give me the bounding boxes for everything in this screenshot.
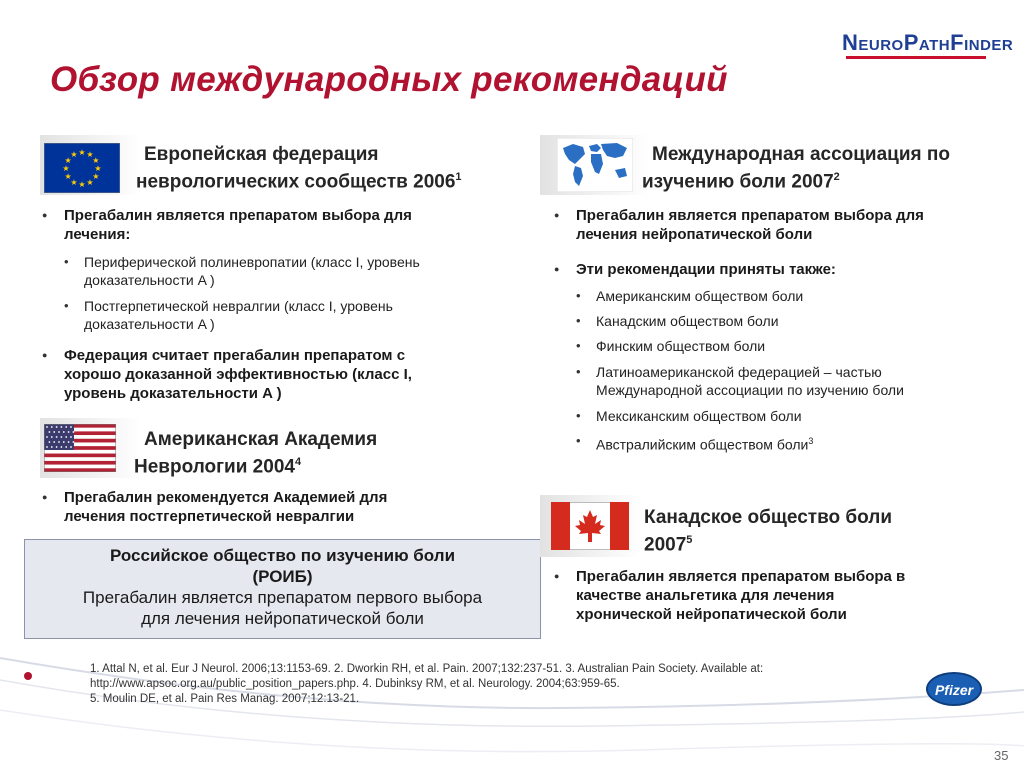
eu-star: ★ <box>70 150 78 160</box>
iasp-sub-6-text: Австралийским обществом боли <box>596 436 809 453</box>
eu-star: ★ <box>70 177 78 187</box>
us-flag-star <box>63 441 65 443</box>
us-flag-stripe <box>44 461 116 465</box>
us-flag-star <box>70 446 72 448</box>
iasp-sub-5: • Мексиканским обществом боли <box>596 407 1016 425</box>
aan-bullet-1-line1: ● Прегабалин рекомендуется Академией для <box>64 489 388 506</box>
efns-bullet-2 <box>64 346 514 403</box>
iasp-bullet-1-line1: ● Прегабалин является препаратом выбора для <box>576 207 924 224</box>
us-flag-star <box>70 436 72 438</box>
efns-sub-1-line2: доказательности A ) <box>84 272 215 288</box>
iasp-bullet-1 <box>576 206 1016 244</box>
eu-star: ★ <box>92 172 100 181</box>
us-flag-star <box>73 431 75 433</box>
us-flag-star <box>56 436 58 438</box>
us-flag-star <box>56 426 58 428</box>
efns-header-sup: 1 <box>455 171 462 183</box>
iasp-sub-6 <box>596 432 1016 454</box>
us-flag-star <box>56 446 58 448</box>
aan-bullet-1-line2: лечения постгерпетической невралгии <box>64 508 355 525</box>
efns-header-line2: неврологических сообществ 2006 <box>136 171 456 193</box>
iasp-sub-4-line2: Международной ассоциации по изучению боли <box>596 382 904 398</box>
logo-text-1: NEURO <box>842 30 904 55</box>
cps-header <box>644 506 1004 556</box>
reference-line2: http://www.apsoc.org.au/public_position_papers.php. 4. Dubinksy RM, et al. Neurology. 2004;63:959-65. <box>90 678 620 690</box>
roib-line1: Российское общество по изучению боли <box>109 546 456 565</box>
references <box>90 662 870 707</box>
eu-star: ★ <box>86 150 94 160</box>
logo-text-3: FINDER <box>950 30 1014 55</box>
us-flag-star <box>68 441 70 443</box>
us-flag-stripe <box>44 457 116 461</box>
roib-box <box>24 539 541 639</box>
efns-bullet-2-line2: хорошо доказанной эффективностью (класс I, <box>64 366 412 383</box>
us-flag-star <box>65 446 67 448</box>
iasp-sub-4 <box>596 363 1016 399</box>
us-flag-star <box>61 426 63 428</box>
us-flag-star <box>58 441 60 443</box>
us-flag-star <box>65 426 67 428</box>
efns-bullet-1-line1: ● Прегабалин является препаратом выбора для <box>64 207 412 224</box>
aan-header-line2: Неврологии 2004 <box>134 456 295 478</box>
iasp-sub-2: • Канадским обществом боли <box>596 312 1016 330</box>
us-flag-star <box>49 441 51 443</box>
neuropathfinder-logo <box>842 30 1013 56</box>
page-number: 35 <box>994 748 1009 763</box>
cps-bullet-1-line1: ● Прегабалин является препаратом выбора в <box>576 568 906 585</box>
page-title: Обзор международных рекомендаций <box>50 60 728 99</box>
eu-star: ★ <box>64 156 72 165</box>
eu-star: ★ <box>78 180 86 189</box>
efns-bullet-1 <box>64 206 514 244</box>
aan-header-line1: Американская Академия <box>144 429 378 450</box>
eu-flag-icon <box>44 143 120 193</box>
us-flag-stripe <box>44 450 116 454</box>
us-flag-star <box>46 436 48 438</box>
roib-line2: (РОИБ) <box>252 567 313 586</box>
us-flag-star <box>70 426 72 428</box>
iasp-sub-6-sup: 3 <box>808 436 814 446</box>
efns-sub-2-line2: доказательности A ) <box>84 316 215 332</box>
eu-star: ★ <box>94 164 102 173</box>
efns-sub-1-line1: • Периферической полиневропатии (класс I, уровень <box>84 254 420 270</box>
us-flag-star <box>49 431 51 433</box>
reference-line1: 1. Attal N, et al. Eur J Neurol. 2006;13:1153-69. 2. Dworkin RH, et al. Pain. 2007;132:237-51. 3. Australian Pain Society. Available at: <box>90 663 764 675</box>
us-flag-star <box>53 441 55 443</box>
cps-header-sup: 5 <box>686 534 693 546</box>
us-flag-stripe <box>44 454 116 458</box>
iasp-sub-1: • Американским обществом боли <box>596 287 1016 305</box>
us-flag-star <box>46 426 48 428</box>
logo-underline <box>846 56 986 59</box>
efns-header <box>136 143 536 193</box>
roib-line4: для лечения нейропатической боли <box>141 609 424 628</box>
us-flag-star <box>51 436 53 438</box>
us-flag-stripe <box>44 465 116 469</box>
efns-bullet-2-line1: ● Федерация считает прегабалин препаратом с <box>64 347 406 364</box>
us-flag-stripe <box>44 468 116 472</box>
iasp-header-line2: изучению боли 2007 <box>642 171 834 193</box>
efns-bullet-1-line2: лечения: <box>64 226 131 243</box>
us-flag-star <box>61 436 63 438</box>
roib-line3: Прегабалин является препаратом первого выбора <box>82 588 483 607</box>
us-flag-star <box>51 426 53 428</box>
cps-bullet-1-line2: качестве анальгетика для лечения <box>576 587 835 604</box>
iasp-header-sup: 2 <box>833 171 840 183</box>
eu-star: ★ <box>78 148 86 157</box>
iasp-header <box>642 143 1022 193</box>
us-flag-star <box>68 431 70 433</box>
efns-header-line1: Европейская федерация <box>144 144 379 165</box>
aan-header <box>134 428 534 478</box>
iasp-sub-4-line1: • Латиноамериканской федерацией – частью <box>596 364 882 380</box>
eu-star: ★ <box>62 164 70 173</box>
iasp-bullet-2: ● Эти рекомендации приняты также: <box>576 260 1016 279</box>
us-flag-star <box>53 431 55 433</box>
cps-header-line2: 2007 <box>644 534 687 556</box>
pfizer-logo: Pfizer <box>926 672 982 706</box>
cps-bullet-1 <box>576 567 1016 624</box>
world-map-icon <box>557 138 633 192</box>
efns-sub-1 <box>84 253 514 289</box>
us-flag-star <box>63 431 65 433</box>
us-flag-star <box>46 446 48 448</box>
aan-header-sup: 4 <box>294 456 302 468</box>
aan-bullet-1 <box>64 488 514 526</box>
efns-sub-2-line1: • Постгерпетической невралгии (класс I, уровень <box>84 298 393 314</box>
eu-star: ★ <box>92 156 100 165</box>
us-flag-star <box>73 441 75 443</box>
eu-star: ★ <box>86 177 94 187</box>
iasp-bullet-1-line2: лечения нейропатической боли <box>576 226 813 243</box>
efns-bullet-2-line3: уровень доказательности A ) <box>64 385 282 402</box>
iasp-header-line1: Международная ассоциация по <box>652 144 950 165</box>
canada-flag-icon <box>551 502 629 550</box>
us-flag-icon <box>44 424 116 472</box>
reference-line3: 5. Moulin DE, et al. Pain Res Manag. 2007;12:13-21. <box>90 693 360 705</box>
us-flag-star <box>51 446 53 448</box>
efns-sub-2 <box>84 297 514 333</box>
iasp-sub-3: • Финским обществом боли <box>596 337 1016 355</box>
cps-bullet-1-line3: хронической нейропатической боли <box>576 606 847 623</box>
logo-text-2: PATH <box>903 30 951 55</box>
us-flag-star <box>65 436 67 438</box>
cps-header-line1: Канадское общество боли <box>644 507 893 528</box>
us-flag-star <box>58 431 60 433</box>
eu-star: ★ <box>64 172 72 181</box>
us-flag-star <box>61 446 63 448</box>
